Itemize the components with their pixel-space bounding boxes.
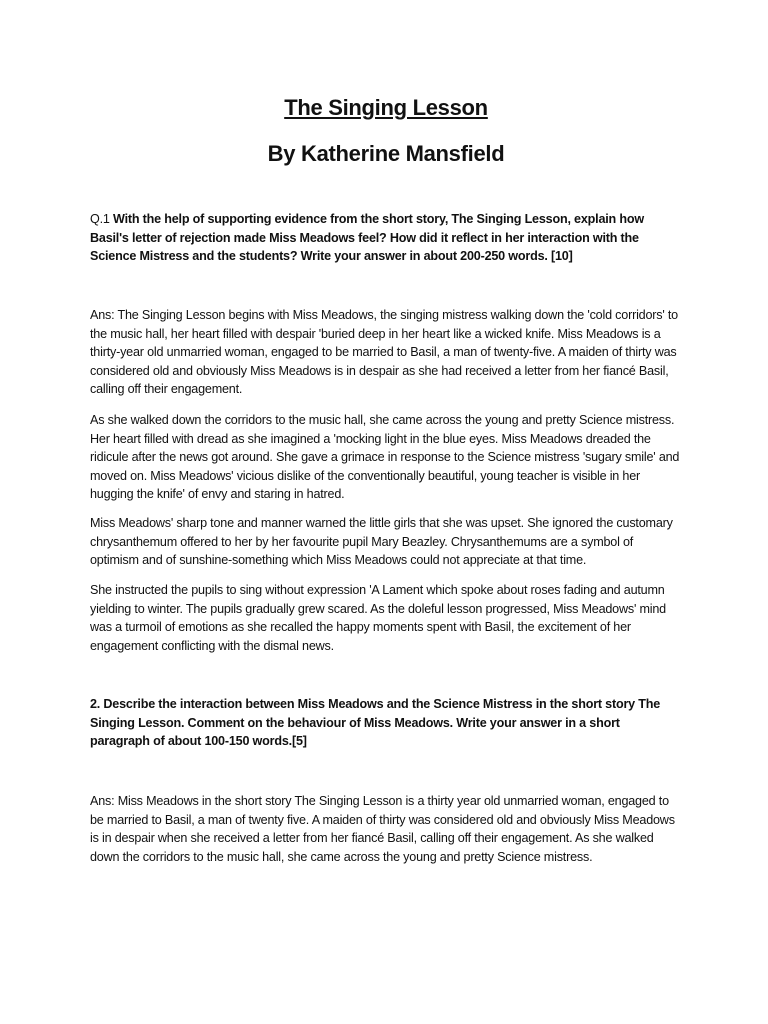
answer-1-paragraph-1: Ans: The Singing Lesson begins with Miss Meadows, the singing mistress walking down the 'cold corridors' to the music hall, her heart filled with despair 'buried deep in her heart like a wicked knife. Miss Meadows is a thirty-year old unmarried woman, engaged to be married to Basil, a man of twenty-five. A maiden of thirty was considered old and obviously Miss Meadows is in despair as she had received a letter from her fiancé Basil, calling off their engagement. — [90, 308, 678, 397]
document-title: The Singing Lesson — [284, 95, 488, 120]
question-1-text: With the help of supporting evidence from the short story, The Singing Lesson, explain how Basil's letter of rejection made Miss Meadows feel? How did it reflect in her interaction with the Science Mistress and the students? Write your answer in about 200-250 words. [10] — [90, 212, 644, 264]
answer-1-paragraph-3: Miss Meadows' sharp tone and manner warned the little girls that she was upset. She ignored the customary chrysanthemum offered to her by her favourite pupil Mary Beazley. Chrysanthemums are a symbol of optimism and of sunshine-something which Miss Meadows could not appreciate at that time. — [90, 516, 673, 568]
question-1 — [90, 210, 682, 266]
document-page — [90, 0, 682, 1024]
answer-1-paragraph-4: She instructed the pupils to sing without expression 'A Lament which spoke about roses fading and autumn yielding to winter. The pupils gradually grew scared. As the doleful lesson progressed, Miss Meadows' mind was a turmoil of emotions as she recalled the happy moments spent with Basil, the excitement of her engagement conflicting with the dismal news. — [90, 583, 666, 653]
answer-2-paragraph: Ans: Miss Meadows in the short story The Singing Lesson is a thirty year old unmarried woman, engaged to be married to Basil, a man of twenty five. A maiden of thirty was considered old and obviously Miss Meadows is in despair when she received a letter from her fiancé Basil, calling off their engagement. As she walked down the corridors to the music hall, she came across the young and pretty Science mistress. — [90, 794, 675, 864]
author-line: By Katherine Mansfield — [267, 141, 505, 166]
question-2: 2. Describe the interaction between Miss Meadows and the Science Mistress in the short story The Singing Lesson. Comment on the behaviour of Miss Meadows. Write your answer in a short paragraph of about 100-150 words.[5] — [90, 697, 661, 749]
answer-1-paragraph-2: As she walked down the corridors to the music hall, she came across the young and pretty Science mistress. Her heart filled with dread as she imagined a 'mocking light in the blue eyes. Miss Meadows dreaded the ridicule after the news got around. She gave a grimace in response to the Science mistress 'sugary smile' and moved on. Miss Meadows' vicious dislike of the conventionally beautiful, young teacher is visible in her hugging the knife' of envy and staring in hatred. — [90, 413, 680, 502]
question-1-number: Q.1 — [90, 212, 110, 226]
